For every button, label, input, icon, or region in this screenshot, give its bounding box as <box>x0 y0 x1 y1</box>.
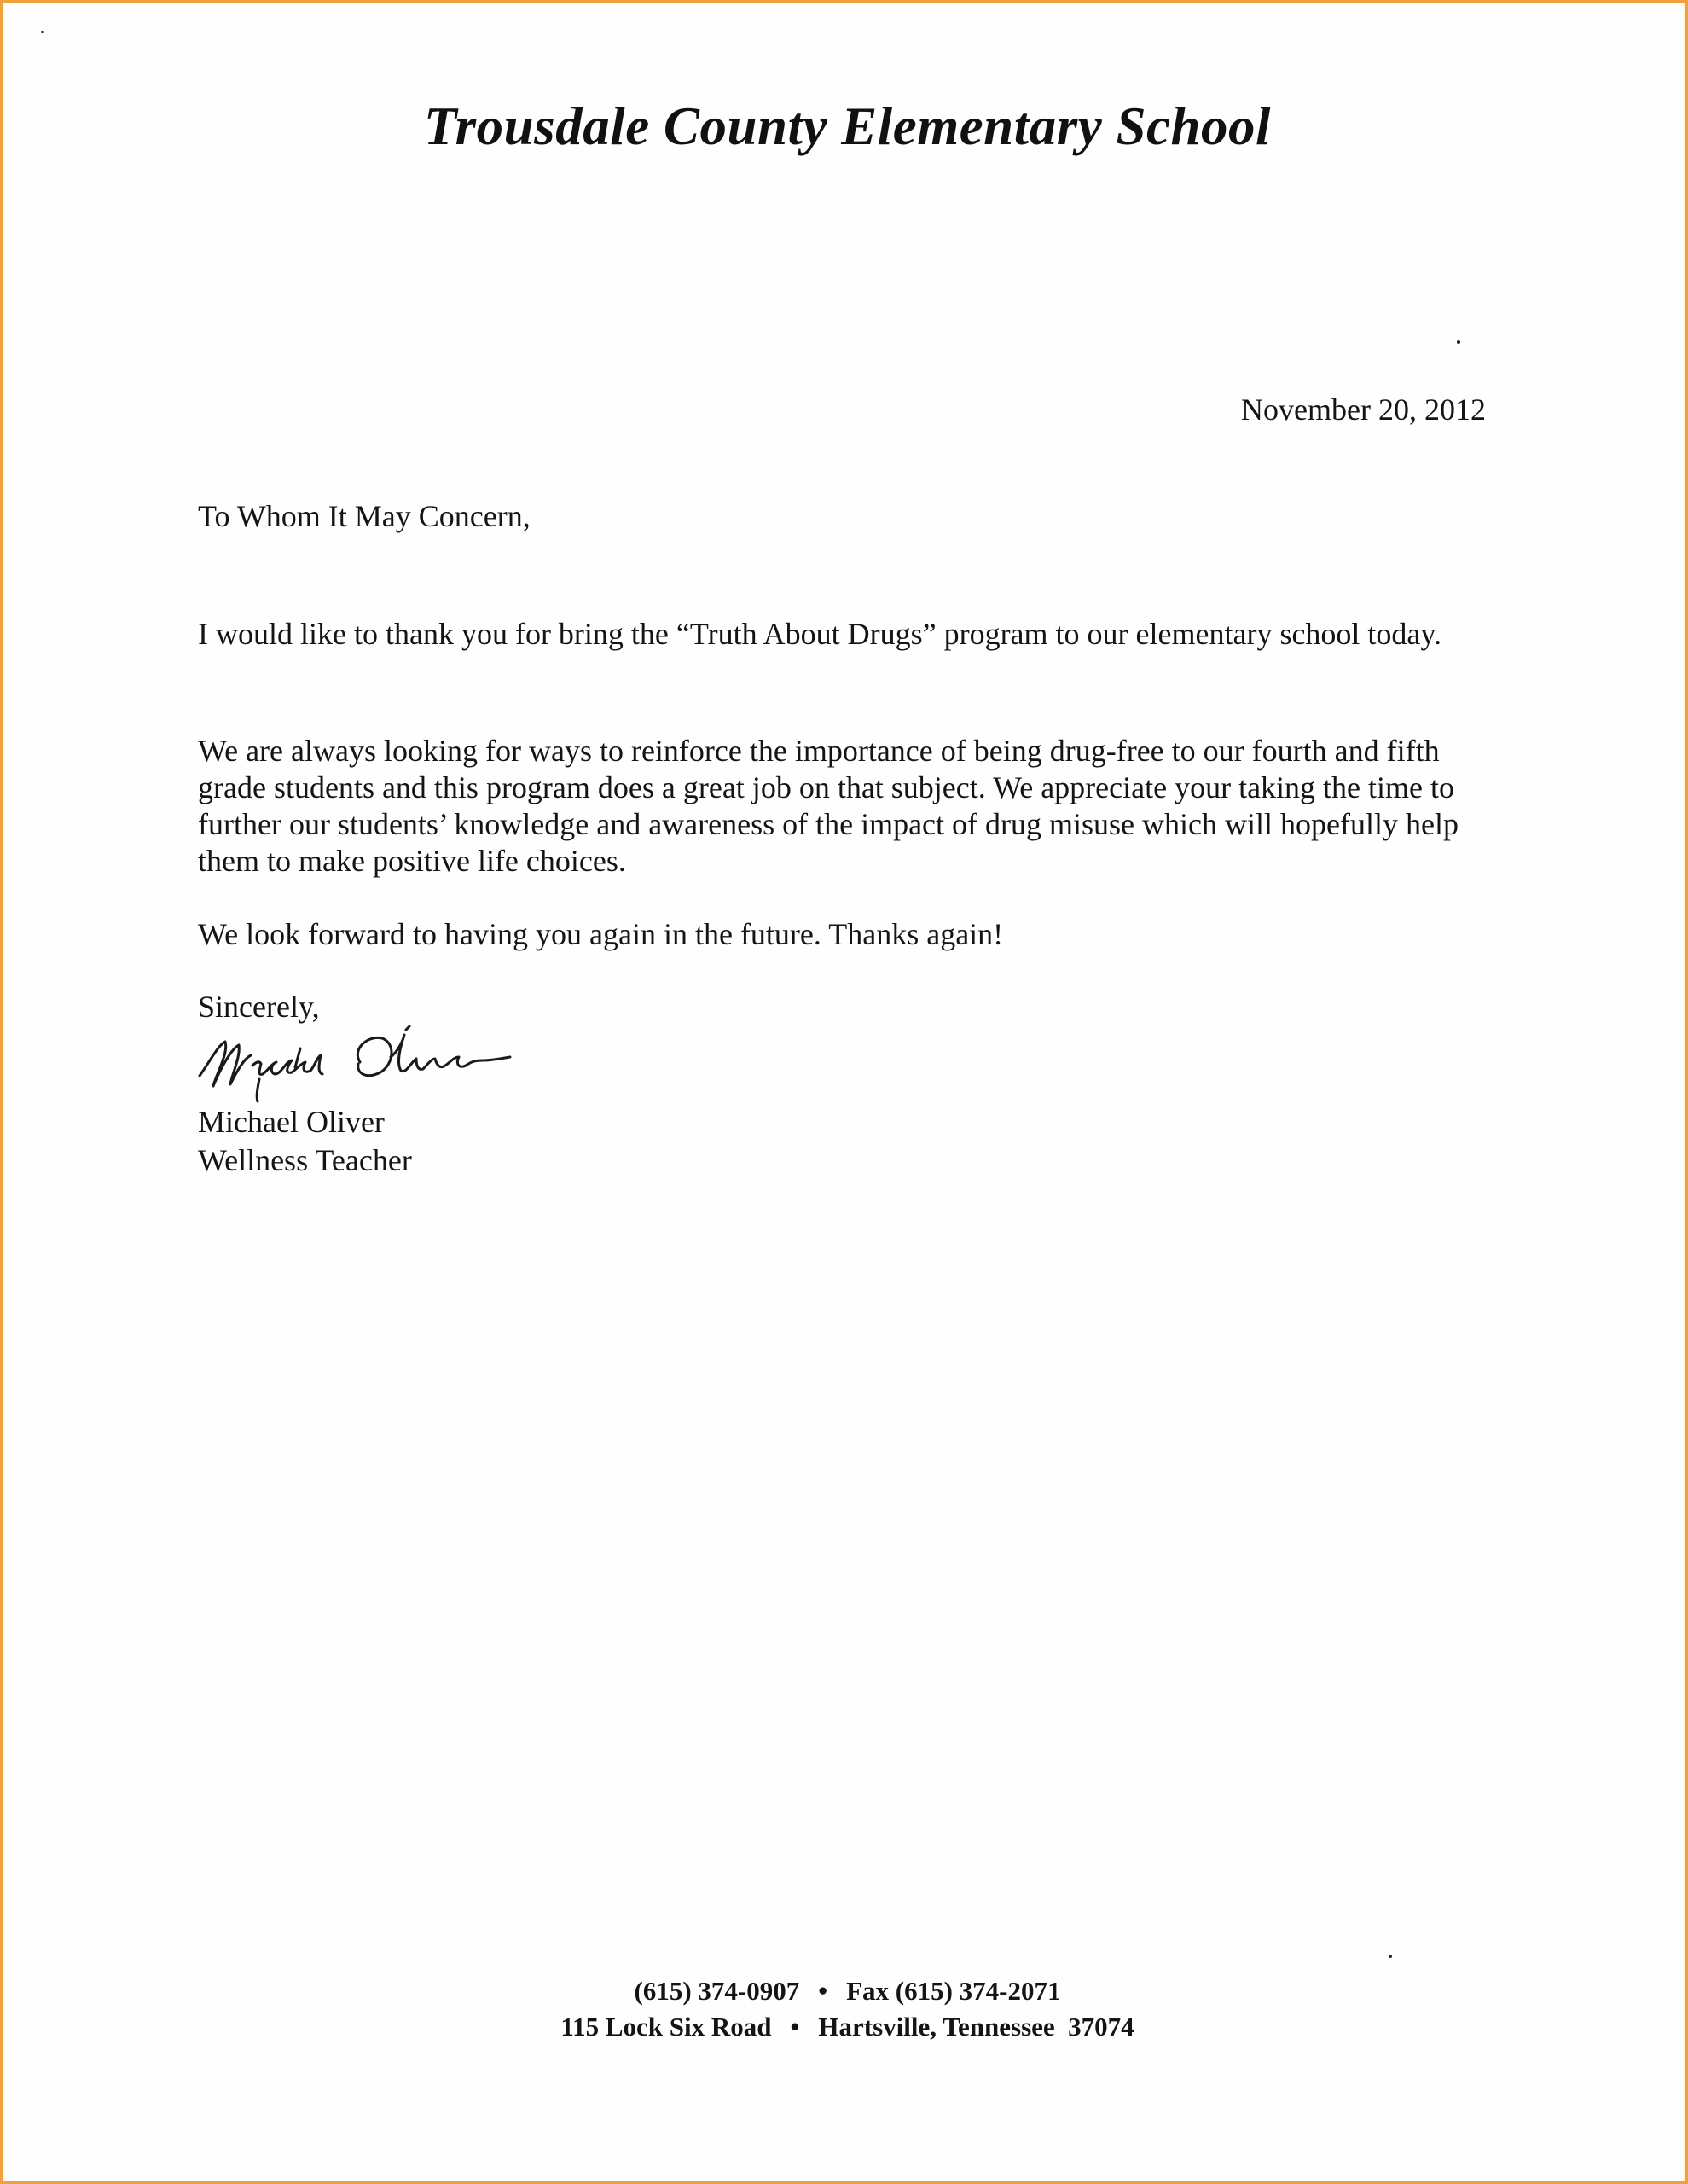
letterhead-school-name: Trousdale County Elementary School <box>423 96 1271 156</box>
body-paragraph-3: We look forward to having you again in the future. Thanks again! <box>198 917 1004 951</box>
footer-separator: • <box>818 1976 828 2006</box>
body-paragraph-1: I would like to thank you for bring the “Truth About Drugs” program to our elementary school today. <box>198 617 1442 651</box>
footer-contact-line <box>3 1976 1688 2007</box>
scan-speck <box>41 31 44 33</box>
body-paragraph-2: We are always looking for ways to reinforce the importance of being drug-free to our fourth and fifth grade students and this program does a great job on that subject. We appreciate your taking the time to further our students’ knowledge and awareness of the impact of drug misuse which will hopefully help them to make positive life choices. <box>198 734 1459 878</box>
footer-fax: Fax (615) 374-2071 <box>846 1976 1061 2006</box>
signer-title: Wellness Teacher <box>198 1143 412 1177</box>
salutation: To Whom It May Concern, <box>198 499 531 533</box>
footer-city: Hartsville, Tennessee 37074 <box>818 2012 1134 2042</box>
footer-street: 115 Lock Six Road <box>560 2012 772 2042</box>
scan-speck <box>1389 1955 1392 1958</box>
signer-name: Michael Oliver <box>198 1105 385 1139</box>
handwritten-signature <box>193 1023 560 1112</box>
footer-address-line <box>3 2012 1688 2042</box>
footer-phone: (615) 374-0907 <box>634 1976 800 2006</box>
closing: Sincerely, <box>198 990 320 1024</box>
letter-date: November 20, 2012 <box>1241 392 1486 427</box>
footer-separator: • <box>790 2012 800 2042</box>
scan-speck <box>1457 340 1460 344</box>
